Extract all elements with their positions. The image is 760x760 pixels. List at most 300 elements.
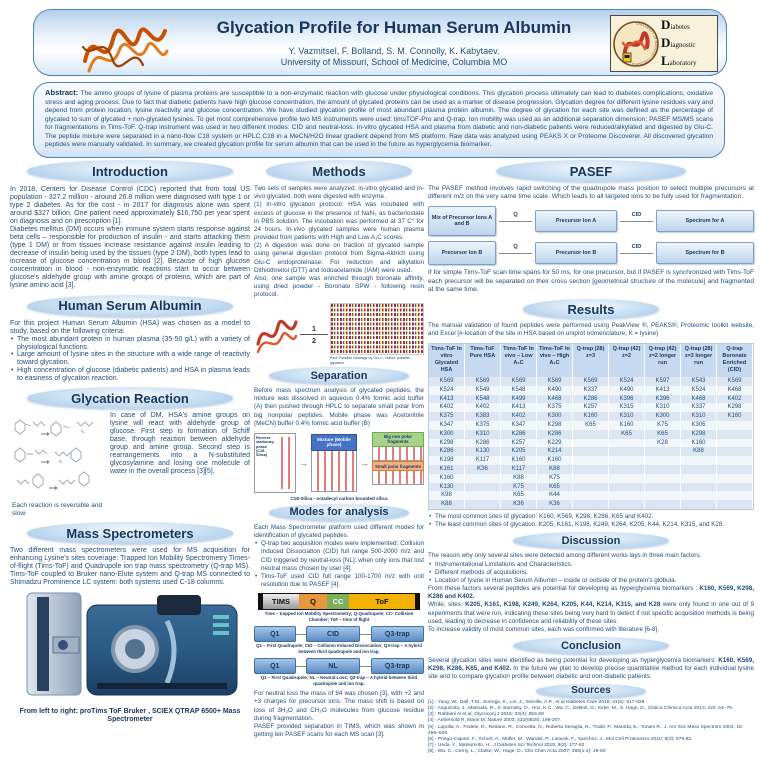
table-cell: K36 (537, 500, 573, 509)
reference: [2] - Anguizola, J., Matsuda, R., S. Barnaby, O., Hox, K.C., Wa, C., DeBolt, D., Kirke, M., S. Hage, D., Clinica Chimica Acta 2013; 425: 64–76. (428, 705, 734, 711)
q1-box: Q1 (254, 626, 296, 642)
precursor-b-source-box: Precursor Ion B (428, 241, 496, 265)
glycation-sites-table (428, 343, 754, 511)
q1-box: Q1 (254, 658, 296, 674)
qtrap-nl-schematic (254, 658, 424, 674)
table-row (429, 483, 753, 492)
table-row (429, 377, 753, 386)
small-fragments-packing (372, 471, 424, 485)
small-fragments-label: Small polar fragments (372, 461, 424, 471)
logo-line-diagnostic: Diagnostic (661, 34, 696, 50)
big-fragments-packing (372, 447, 424, 461)
modes-closing (254, 690, 424, 739)
table-row (429, 447, 753, 456)
table-row (429, 491, 753, 500)
table-cell (645, 491, 681, 500)
section-heading-discussion: Discussion (513, 532, 669, 549)
discussion-p1 (428, 585, 754, 601)
table-cell: K88 (501, 474, 537, 483)
table-cell: K160 (537, 456, 573, 465)
table-cell: K499 (501, 395, 537, 404)
discussion-intro: The reason why only several sites were detected among different works lays in three main factors: (428, 552, 702, 560)
hsa-bullet: • High concentration of glucose (diabetic patients) and HSA in plasma leads to easiness of glycation reaction. (10, 367, 250, 383)
authors: Y. Vazmitsel, F. Bolland, S. M. Connolly, K. Kabytaev. (288, 46, 500, 56)
separation-caption: C18-Silica - octadecyl carbon bounded silica (290, 495, 388, 501)
tims-instrument-schematic (258, 593, 420, 610)
university-seal-icon (611, 19, 661, 69)
table-cell (573, 491, 609, 500)
mixture-box (311, 434, 357, 492)
table-cell (645, 465, 681, 474)
table-cell: K36 (501, 500, 537, 509)
table-cell: K413 (501, 403, 537, 412)
table-cell (609, 456, 645, 465)
table-cell (717, 474, 753, 483)
table-cell: K65 (501, 491, 537, 500)
modes-intro: Each Mass Spectrometer platform used different modes for identification of glycated peptides. (254, 523, 424, 540)
table-cell: K75 (537, 474, 573, 483)
page-title: Glycation Profile for Human Serum Albumin (216, 18, 572, 37)
table-cell (573, 430, 609, 439)
table-cell (717, 456, 753, 465)
section-heading-glycation-reaction: Glycation Reaction (27, 387, 233, 409)
table-cell: K75 (501, 483, 537, 492)
table-cell: K298 (681, 430, 717, 439)
nl-caption: Q1 – First Quadrupole; NL – Neutral Loss; Q3-trap – A hybrid between third quadrupole and ion trap. (260, 675, 418, 686)
reference: [5] - Lapolla, A., Fedele, D., Reitano, R., Concetta, N., Roberta Seraglia, R., Traldi, P., Marotta, E., Tonani R., J. Am Soc Mass Spectrom 2004, 15: 496–509 (428, 724, 744, 736)
hsa-bullets (10, 336, 250, 384)
modes-bullets (254, 540, 424, 589)
table-cell (573, 500, 609, 509)
table-cell (717, 465, 753, 474)
middle-column (254, 160, 424, 739)
pasef-closing: If for simple Tims-ToF scan time spans for 50 ms, for one precursor, but if PASEF is synchronized with Tims-ToF each precursor will be separated on their cross section [geometrical structure of the molecule] and fragmented at the same time. (428, 269, 755, 293)
conclusion-lead: Several glycation sites were identified as being potential for developing as hyperglycemia biomarkers: (428, 657, 719, 665)
modes-closing-paragraph: PASEF provided separation in TIMS, which was shown in getting ten PASEF scans for each MS scan [3]. (254, 722, 424, 739)
table-cell: K160 (609, 421, 645, 430)
table-cell (609, 491, 645, 500)
table-cell: K402 (465, 403, 501, 412)
table-cell: K65 (645, 430, 681, 439)
table-cell: K300 (645, 412, 681, 421)
mass-spectrometer-photo (17, 591, 243, 701)
fragments-box (372, 432, 424, 494)
reference: [3] - Rabbani N et.al, Glycoconj J 2016; 33(4): 553-68 (428, 712, 544, 718)
stationary-phase-box (254, 433, 296, 493)
poster-header (33, 9, 727, 76)
table-cell (645, 474, 681, 483)
table-cell (681, 474, 717, 483)
methods-paragraph: Two sets of samples were analyzed: in-vitro glycated and in-vivo glycated, both were digested with enzyme . (254, 185, 424, 201)
table-cell (573, 465, 609, 474)
mixture-label: Mixture (Mobile phase) (311, 434, 357, 451)
q-connector (499, 211, 532, 222)
table-cell: K88 (681, 447, 717, 456)
table-cell: K160 (429, 474, 465, 483)
table-cell: K286 (501, 430, 537, 439)
table-cell: K396 (645, 395, 681, 404)
reference: [4] - Aebersold R, Mann M. Nature 2003; 422(6928): 198-207. (428, 718, 562, 724)
table-cell: K160 (717, 412, 753, 421)
table-cell: K117 (465, 456, 501, 465)
column-header: Tims-ToF Pure HSA (465, 344, 501, 378)
q3-trap-box: Q3-trap (371, 658, 424, 674)
table-cell: K347 (429, 421, 465, 430)
table-cell: K468 (717, 386, 753, 395)
table-cell: K549 (465, 386, 501, 395)
table-cell (681, 456, 717, 465)
table-cell: K524 (429, 386, 465, 395)
abstract-section (33, 82, 725, 158)
section-heading-methods: Methods (266, 160, 412, 182)
column-header: Q-trap (28) z=3 longer run (681, 344, 717, 378)
table-cell: K375 (465, 421, 501, 430)
results-bullet: • The least common sites of glycation: K205, K161, K198, K249, K264, K205, K44, K214, K315, and K28. (428, 521, 754, 529)
table-cell: K569 (717, 377, 753, 386)
table-cell: K337 (573, 386, 609, 395)
discussion-bullet: • Instrumentational Limitations and Characteristics. (428, 561, 754, 569)
methods-figure (254, 303, 424, 365)
table-cell (681, 500, 717, 509)
table-cell (465, 491, 501, 500)
table-cell: K490 (537, 386, 573, 395)
introduction-text (10, 186, 250, 290)
table-cell: K130 (465, 447, 501, 456)
q-connector (499, 243, 532, 254)
nl-box: NL (306, 658, 359, 674)
tof-segment: ToF (349, 594, 415, 609)
column-header: Tims-ToF In vitro Glycated HSA (429, 344, 465, 378)
table-cell: K543 (681, 377, 717, 386)
table-cell: K286 (429, 447, 465, 456)
table-cell: K375 (537, 403, 573, 412)
table-cell: K548 (501, 386, 537, 395)
separation-text: Before mass spectrum analysis of glycated peptides, the mixture was dissolved in aqueous 0.4% formic acid buffer (A) then pushed through HPLC to separate small polar from big nonpolar peptides. Mobile phase was Acetonitrile (MeCN) buffer 0.4% formic acid buffer (B) (254, 387, 424, 427)
table-cell (645, 500, 681, 509)
table-cell (465, 474, 501, 483)
sequence-caption (330, 356, 424, 365)
arrow-line (300, 334, 328, 335)
spectrum-a-box: Spectrum for A (656, 210, 754, 232)
glycation-caption: Each reaction is reversible and slow. (12, 502, 103, 518)
discussion-p2 (428, 601, 754, 626)
table-cell (645, 447, 681, 456)
step-2-label: 2 (311, 335, 317, 345)
bar-endcap-right (415, 594, 419, 609)
discussion-bullet: • Location of lysine in Human Serum Albumin – inside or outside of the protein's globula. (428, 577, 754, 585)
discussion-p2-text: While, sites: (428, 601, 466, 609)
table-cell: K402 (429, 403, 465, 412)
mass-spectrometers-text: Two different mass spectrometers were used for MS acquisition for enhancing Lysine's sites coverage: Trapped Ion Mobility Spectrometry Times-of-flight (Tims-ToF) and Quadrupole ion trap mass spectrometry (Q-trap MS). Tims-ToF coupled to Bruker nano-Elute system and Q-trap MS connected to Shimadzu Prominence LC system: both systems used C-18 columns. (10, 547, 250, 587)
seal-text: UNIVERSITY OF MISSOURI - COLUMBIA (631, 21, 659, 66)
connector (296, 666, 307, 667)
connector (296, 634, 307, 635)
left-column (10, 160, 250, 725)
table-row (429, 403, 753, 412)
table-cell (681, 483, 717, 492)
table-cell: K305 (681, 421, 717, 430)
table-cell (609, 447, 645, 456)
tims-caption: Tims – trapped Ion Mobility Spectrometry; Q-Quadrupole; CC- Collision Chamber; ToF – time of flight (264, 611, 414, 622)
flow-arrow-1: → (299, 457, 308, 468)
table-row (429, 456, 753, 465)
mixture-packing (311, 451, 357, 492)
conclusion-text (428, 657, 754, 682)
step-1-label: 1 (311, 323, 317, 333)
discussion-p2-sites: K205, K161, K198, K249, K264, K205, K44, K214, K315, and K28 (465, 601, 661, 609)
section-heading-pasef: PASEF (496, 160, 685, 182)
logo-line-laboratory: Laboratory (661, 52, 697, 68)
table-cell: K383 (465, 412, 501, 421)
table-cell (717, 491, 753, 500)
table-cell: K300 (537, 412, 573, 421)
table-cell: K402 (717, 395, 753, 404)
discussion-p1-text: From these factors several peptides are potential for developing as hyperglycemia biomarkers : (428, 585, 700, 593)
table-cell: K413 (645, 386, 681, 395)
separation-diagram (254, 432, 424, 494)
table-cell: K468 (681, 395, 717, 404)
column-header: Tims-ToF In vivo – Low A₁C (501, 344, 537, 378)
discussion-p2-rest: were only found in one out of 9 experiments that were run, indicating these sites being very hard to detect if not specific acquisition methods is being used, leading to decrease in confidence and reliability of these sites. (428, 601, 754, 625)
table-cell: K337 (681, 403, 717, 412)
cid-label: CID (631, 211, 642, 218)
title-block (174, 14, 614, 67)
table-cell (573, 474, 609, 483)
cid-caption: Q1 – First Quadrupole; CID – Collision Induced Dissociation; Q3-trap – A hybrid between third quadrupole and ion trap. (256, 643, 422, 654)
results-intro: The manual validation of found peptides were performed using PeakView ®, PEAKS®, Proteomic toolkit website, and Excel [#-location of the site in HSA based on uniprot nomenclature, K = lysine) (428, 322, 754, 338)
table-cell: K28 (645, 439, 681, 448)
table-cell: K468 (537, 395, 573, 404)
cid-connector (620, 211, 653, 222)
table-row (429, 386, 753, 395)
table-cell: K347 (501, 421, 537, 430)
glycation-reaction-body (10, 412, 250, 518)
methods-paragraph: (2) A digestion was done on fraction of glycated sample using general digestion protocol from Sigma-Aldrich using Glu-C endoproteinase: For reduction and alkylation Dithiothreitol (DTT) and Iodoacetamide (IAM) were used. (254, 242, 424, 274)
table-cell: K490 (609, 386, 645, 395)
logo-line-diabetes: Diabetes (661, 16, 690, 32)
abstract-label: Abstract: (45, 88, 79, 97)
column-header: Q-trap (28) z=3 (573, 344, 609, 378)
table-cell (609, 465, 645, 474)
table-row (429, 395, 753, 404)
modes-bullet: • Tims-ToF used CID full range 100-1700 m/z with unit resolution due to PASEF [4]. (254, 573, 424, 589)
table-cell: K214 (537, 447, 573, 456)
table-row (429, 430, 753, 439)
table-cell: K569 (537, 377, 573, 386)
section-heading-conclusion: Conclusion (513, 637, 669, 654)
modes-closing-paragraph: For neutral loss the mass of 84 was chosen [3], with +2 and +3 charges for precursor ions. The mass shift is based on loss of 3H₂O and CH₂O molecules from glucose residue during fragmentation. (254, 690, 424, 722)
table-cell: K117 (501, 465, 537, 474)
table-cell: K524 (609, 377, 645, 386)
connector (360, 634, 371, 635)
reference: [8] - Wa, C., Cerny, L., Clarke, W., Hage, D., Clin Chim Acta 2007; 385(1-2): 48-60 (428, 749, 606, 755)
table-cell (717, 421, 753, 430)
table-cell: K205 (501, 447, 537, 456)
table-row (429, 439, 753, 448)
section-heading-results: Results (523, 299, 660, 319)
table-cell (609, 439, 645, 448)
cid-box: CID (306, 626, 359, 642)
section-heading-modes: Modes for analysis (269, 504, 408, 521)
table-cell (573, 447, 609, 456)
column-header: Tims-ToF In vivo – High A₁C (537, 344, 573, 378)
table-cell: K130 (429, 483, 465, 492)
column-header: Q-trap (42) z=2 (609, 344, 645, 378)
table-cell: K298 (429, 439, 465, 448)
table-cell: K36 (465, 465, 501, 474)
reference: [1] - Yang, W., Dall, T.M., Sorrejja, K., Lin, J., Semilla, A.P., et.al Diabetes Care 2018; 41(5): 917-928. (428, 699, 646, 705)
table-cell: K569 (465, 377, 501, 386)
table-row (429, 412, 753, 421)
introduction-paragraph: Diabetes mellitus (DM) occurs when immune system starts response against beta cells – responsible for production of insulin - and starts attacking them (type 1 DM) or from tissues increase resistance against insulin leading to decrease of insulin being used by the tissues (type 2 DM), both types lead to increase of glucose concentration in blood [2]. Because of high glucose concentration in blood - non-enzymatic reactions start to occur between glucose's aldehyde group with amine groups of proteins, which are part of lysine amino acid [3]. (10, 225, 250, 289)
references-list (428, 700, 754, 756)
discussion-bullet: • Different methods of acquisitions. (428, 569, 754, 577)
table-cell (645, 456, 681, 465)
table-cell: K597 (645, 377, 681, 386)
table-cell: K286 (465, 439, 501, 448)
digestion-arrow (298, 324, 330, 345)
table-cell: K160 (501, 456, 537, 465)
table-cell: K65 (537, 483, 573, 492)
table-cell: K161 (429, 465, 465, 474)
pasef-diagram-row-a (428, 206, 754, 236)
table-cell: K310 (681, 412, 717, 421)
table-cell: K310 (465, 430, 501, 439)
table-cell: K298 (537, 421, 573, 430)
table-cell: K310 (645, 403, 681, 412)
table-cell: K300 (429, 430, 465, 439)
collision-chamber-segment: CC (327, 594, 349, 609)
table-cell: K569 (429, 377, 465, 386)
q3-trap-box: Q3-trap (371, 626, 424, 642)
conclusion-sites: K160, K569, K298, K286, K65, and K402. (428, 657, 755, 673)
table-cell (465, 483, 501, 492)
q-label: Q (513, 243, 518, 250)
table-cell: K548 (465, 395, 501, 404)
methods-paragraph: Also, one sample was enriched through boronate affinity, using dried powder - Boronate SPW - following resin protocol. (254, 274, 424, 299)
quadrupole-segment: Q (299, 594, 327, 609)
pasef-diagram-row-b (428, 241, 754, 265)
hsa-bullet: • The most abundant protein in human plasma (35-50 g/L) with a variety of physiological functions. (10, 336, 250, 352)
instruments-figure (10, 591, 250, 725)
table-cell (717, 483, 753, 492)
tims-segment: TIMS (263, 594, 299, 609)
section-heading-hsa: Human Serum Albumin (27, 295, 233, 317)
table-row (429, 421, 753, 430)
table-cell: K65 (573, 421, 609, 430)
table-cell (681, 465, 717, 474)
table-cell: K569 (573, 377, 609, 386)
table-cell: K402 (501, 412, 537, 421)
table-cell: K160 (681, 439, 717, 448)
cid-connector (620, 243, 653, 254)
table-cell: K98 (429, 491, 465, 500)
table-cell (645, 483, 681, 492)
table-cell (609, 474, 645, 483)
table-cell: K65 (609, 430, 645, 439)
chemical-structures-image (11, 412, 105, 500)
column-header: Q-trap (42) z=2 longer run (645, 344, 681, 378)
hsa-bullet: • Large amount of lysine sites in the structure with a wide range of reactivity toward glycation. (10, 351, 250, 367)
results-bullets (428, 513, 754, 529)
discussion-p3: To increase validity of most common sites, each was confirmed with literature [6-8]. (428, 625, 659, 633)
reference: [7] - Ueda, Y., Matsumoto, H., J Diabetes Sci Technol 2015; 9(2): 177-82 (428, 743, 585, 749)
affiliation: University of Missouri, School of Medicine, Columbia MO (280, 57, 508, 67)
table-cell: K286 (573, 395, 609, 404)
table-header-row (429, 344, 753, 378)
table-cell (717, 500, 753, 509)
table-cell: K44 (537, 491, 573, 500)
discussion-p1-sites: K160, K569, K298, K286 and K402. (428, 585, 754, 601)
instruments-caption: From left to right: proTims ToF Bruker , SCIEX QTRAP 6500+ Mass Spectrometer (19, 708, 241, 724)
discussion-bullets (428, 561, 754, 586)
table-cell (609, 500, 645, 509)
stationary-phase-label: Reverse stationary phase (C18-Silica) (256, 435, 275, 458)
section-heading-mass-spectrometers: Mass Spectrometers (27, 522, 233, 544)
spectrum-b-box: Spectrum for B (656, 242, 754, 264)
table-row (429, 474, 753, 483)
table-cell: K286 (537, 430, 573, 439)
precursor-mix-box: Mix of Precursor Ions A and B (428, 206, 496, 236)
sequence-caption-1: Red: Possible cleavage by Glu-C; (330, 356, 384, 361)
glycation-text: In case of DM, HSA's amine groups on lysine will react with aldehyde group of glucose. First step is formation of Schiff base, through reaction between aldehyde group and amine group. Second step is rearrangements into a N-substituted glycosylamine and losing one molecule of water in the overall process [3][5]. (110, 412, 250, 476)
section-heading-introduction: Introduction (27, 160, 233, 182)
table-cell: K569 (501, 377, 537, 386)
table-cell: K75 (645, 421, 681, 430)
right-column (428, 160, 754, 756)
table-cell: K298 (717, 403, 753, 412)
table-cell (573, 439, 609, 448)
table-cell: K88 (537, 465, 573, 474)
precursor-b-box: Precursor Ion B (535, 242, 617, 264)
table-cell: K524 (681, 386, 717, 395)
pasef-intro: The PASEF method involves rapid switching of the quadrupole mass position to select multiple precursors at different m/z on the very same time scale. Which leads to all targeted ions to be fully used for fragmentation. (428, 185, 754, 201)
results-bullet: • The most common sites of glycation: K160, K569, K298, K286, K65 and K402. (428, 513, 754, 521)
reference: [6] - Priego-Capote, F., Scherl, A., Müller, M., Waridel, P., Lisacek, F., Sanchez, J., Mol Cell Proteomics 2010; 9(3): 579-92. (428, 736, 693, 742)
table-cell (681, 491, 717, 500)
introduction-paragraph: In 2018, Centers for Disease Control (CDC) reported that from total US population - 327.2 million - around 26.8 million were diagnosed with type 1 or type 2 diabetes. As for the cost - in 2017 for diagnosis alone was spent around $327 billion. One patient need approximately $16,750 per year spent on diagnosis and on prescription [1]. (10, 186, 250, 225)
table-cell (609, 483, 645, 492)
table-cell: K315 (609, 403, 645, 412)
table-cell: K229 (537, 439, 573, 448)
precursor-a-box: Precursor Ion A (535, 210, 617, 232)
connector (360, 666, 371, 667)
table-cell: K413 (429, 395, 465, 404)
table-row (429, 465, 753, 474)
c18-packing (276, 437, 292, 489)
ddl-logo (610, 15, 718, 72)
logo-text (661, 17, 715, 71)
table-cell: K198 (429, 456, 465, 465)
flow-arrow-2: → (360, 457, 369, 468)
abstract-text: The amino groups of lysine of plasma proteins are susceptible to a non-enzymatic reaction with glucose under physiological conditions. This glycation process ultimately can lead to diabetes complications, oxidative stress and aging process. Due to fact that diabetic patients have high glucose concentration, the amount of glycated proteins can be used as a marker of disease progression. Glycation degree for different lysine residues vary and depend from protein location, lysine reactivity and glucose concentration. We have studied glycation profile of most abundant plasma protein albumin. The degree of glycation for each site was defined as the percentage of glycated to sum of glycated + non-glycated lysines. To get most comprehensive profile two MS instruments were used: timsTOF-Pro and Q-trap. Ion mobility was used as an additional separation dimension; PASEF MS/MS scans for fragmentations in Tims-ToF. Q-trap instrument was used in two different modes: CID and neutral-loss. In-vitro glycated HSA and plasma from diabetic and non-diabetic patients were reduced/alkylated and digested by Glu-C. The peptide mixture were separated in a nano-flow C18 system or HPLC C18 in a MeCN/H2O linear gradient depend from MS platform. Raw data was analyzed using PEAKS X or Proteome Discoverer. All discovered glycation peptides were manually validated. In summary, we created glycation profile for serum albumin that can be used in the future as hyperglycemia biomarker. (45, 90, 713, 149)
hsa-intro: For this project Human Serum Albumin (HSA) was chosen as a model to study, based on the following criteria: (10, 319, 250, 335)
table-cell: K375 (429, 412, 465, 421)
table-row (429, 500, 753, 509)
table-cell: K257 (501, 439, 537, 448)
table-cell: K88 (429, 500, 465, 509)
section-heading-sources: Sources (536, 684, 647, 698)
table-cell (717, 447, 753, 456)
sequence-figure (330, 303, 424, 365)
cid-label: CID (631, 243, 642, 250)
q-label: Q (513, 211, 518, 218)
table-cell: K396 (609, 395, 645, 404)
table-cell (573, 483, 609, 492)
protein-ribbon-icon (79, 17, 171, 77)
glycation-scheme (10, 412, 106, 518)
section-heading-separation: Separation (269, 367, 408, 384)
